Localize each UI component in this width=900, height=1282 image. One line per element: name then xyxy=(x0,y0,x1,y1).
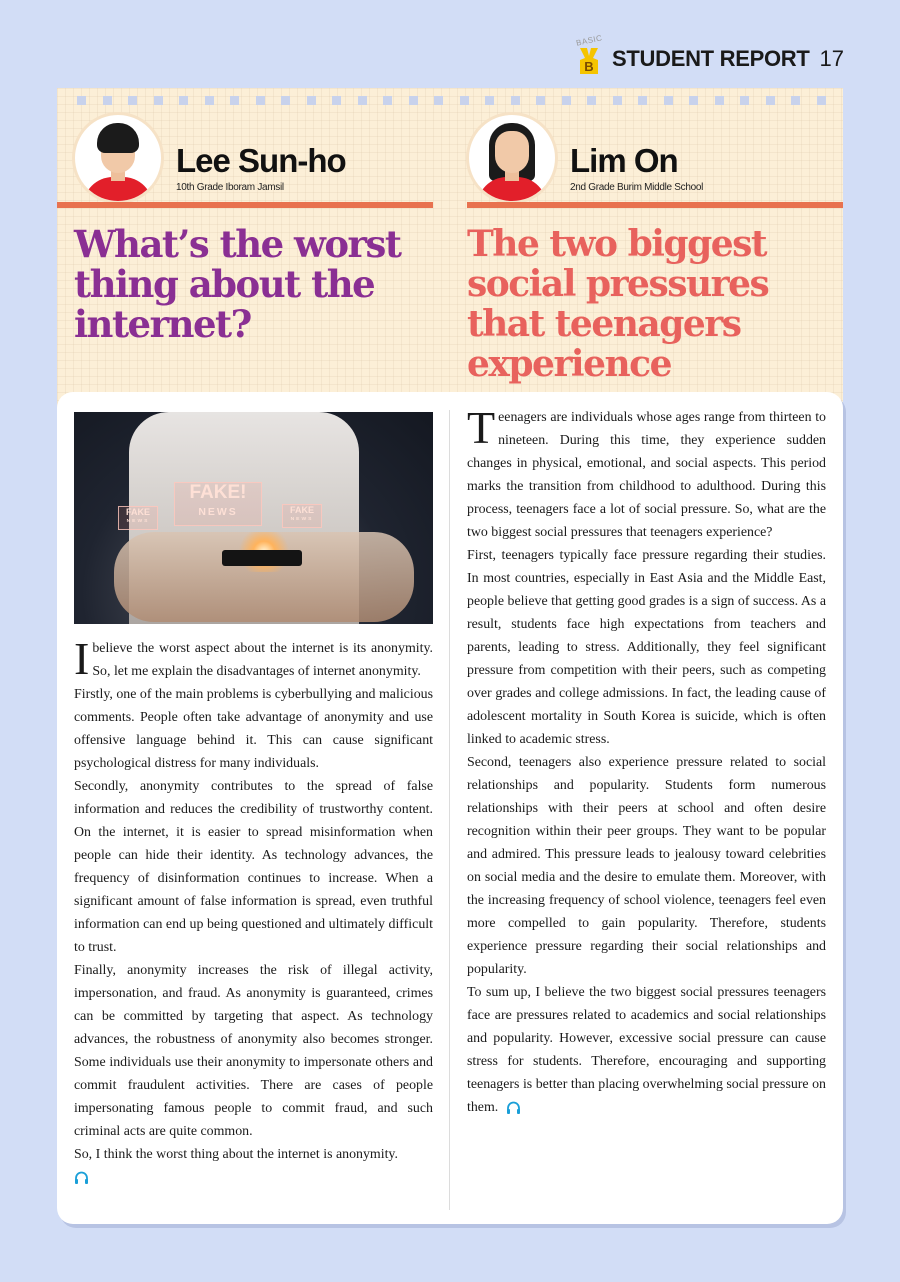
logo-basic-text: BASIC xyxy=(575,33,604,48)
divider-rule xyxy=(467,202,843,208)
hologram-label: FAKE NEWS xyxy=(282,504,322,528)
author-name: Lee Sun-ho xyxy=(176,141,346,179)
paragraph: Teenagers are individuals whose ages range from thirteen to nineteen. During this time, they experience sudden changes in physical, emotional, and social aspects. This period marks the transition from childhood to adulthood. During this process, teenagers face a lot of social pressure. So, what are the two biggest social pressures that teenagers experience? xyxy=(467,402,826,540)
author-right xyxy=(466,112,703,204)
divider-rule xyxy=(57,202,433,208)
paragraph: Firstly, one of the main problems is cyberbullying and malicious comments. People often take advantage of anonymity and use offensive language behind it. This can cause significant psychological distress for many individuals. xyxy=(74,687,433,771)
basic-logo xyxy=(574,33,606,82)
author-left xyxy=(72,112,346,204)
article-body-right xyxy=(467,402,826,1119)
author-school: 10th Grade Iboram Jamsil xyxy=(176,181,284,193)
section-title: STUDENT REPORT xyxy=(612,46,810,71)
svg-text:B: B xyxy=(584,59,594,74)
author-name: Lim On xyxy=(570,141,678,179)
avatar-icon xyxy=(466,112,558,204)
page-header xyxy=(574,32,844,82)
article-headline: The two biggest social pressures that teenagers experience xyxy=(467,223,769,385)
paragraph: Secondly, anonymity contributes to the spread of false information and reduces the credibility of trustworthy content. On the internet, it is easier to spread misinformation when people can hide their identity. As technology advances, the frequency of disinformation continues to increase. When a significant amount of false information is spread, even truthful information can end up being questioned and ultimately difficult to trust. xyxy=(74,779,433,955)
fake-news-photo xyxy=(74,412,433,624)
article-headline: What’s the worst thing about the internet? xyxy=(74,222,401,346)
decorative-dot-row xyxy=(77,96,826,105)
paragraph: Second, teenagers also experience pressure related to social relationships and popularity. Students form numerous relationships with their peers at school and often desire recognition within their peer groups. They want to be popular and admired. This pressure leads to jealousy toward celebrities on social media and the desire to emulate them. Moreover, with the increasing frequency of school violence, teenagers feel even more compelled to gain popularity. Therefore, students experience pressure regarding their social relationships and popularity. xyxy=(467,755,826,977)
author-school: 2nd Grade Burim Middle School xyxy=(570,181,704,193)
hologram-label: FAKE NEWS xyxy=(118,506,158,530)
headphones-icon[interactable] xyxy=(74,1171,89,1184)
page-number: 17 xyxy=(819,46,844,71)
drop-cap: T xyxy=(467,402,496,453)
logo-b-icon xyxy=(578,48,600,74)
drop-cap: I xyxy=(74,633,90,684)
paragraph: So, I think the worst thing about the internet is anonymity. xyxy=(74,1143,433,1189)
paragraph: To sum up, I believe the two biggest social pressures teenagers face are pressures related to academics and social relationships and popularity. However, excessive social pressure can cause stress for students. Therefore, encouraging and supporting teenagers is better than placing overwhelming social pressure on them. xyxy=(467,985,826,1115)
column-divider xyxy=(449,410,450,1210)
article-body-left xyxy=(74,633,433,1189)
avatar-icon xyxy=(72,112,164,204)
hologram-label: FAKE! NEWS xyxy=(174,482,262,526)
paragraph: First, teenagers typically face pressure regarding their studies. In most countries, especially in East Asia and the Middle East, people believe that getting good grades is a sign of success. As a result, students face high expectations from teachers and parents, leading to stress. Additionally, they feel significant pressure from competition with their peers, such as competing over grades and college admissions. In fact, the leading cause of adolescent mortality in South Korea is suicide, which is often linked to academic stress. xyxy=(467,548,826,747)
smartphone-icon xyxy=(222,550,302,566)
paragraph: Ibelieve the worst aspect about the internet is its anonymity. So, let me explain the disadvantages of internet anonymity. xyxy=(74,633,433,684)
paragraph: Finally, anonymity increases the risk of illegal activity, impersonation, and fraud. As anonymity is guaranteed, crimes can be committed by targeting that aspect. As technology advances, the robustness of anonymity also becomes stronger. Some individuals use their anonymity to impersonate others and commit fraudulent activities. There are cases of people impersonating famous people to commit fraud, and such criminal acts are quite common. xyxy=(74,963,433,1139)
headphones-icon[interactable] xyxy=(506,1101,521,1114)
